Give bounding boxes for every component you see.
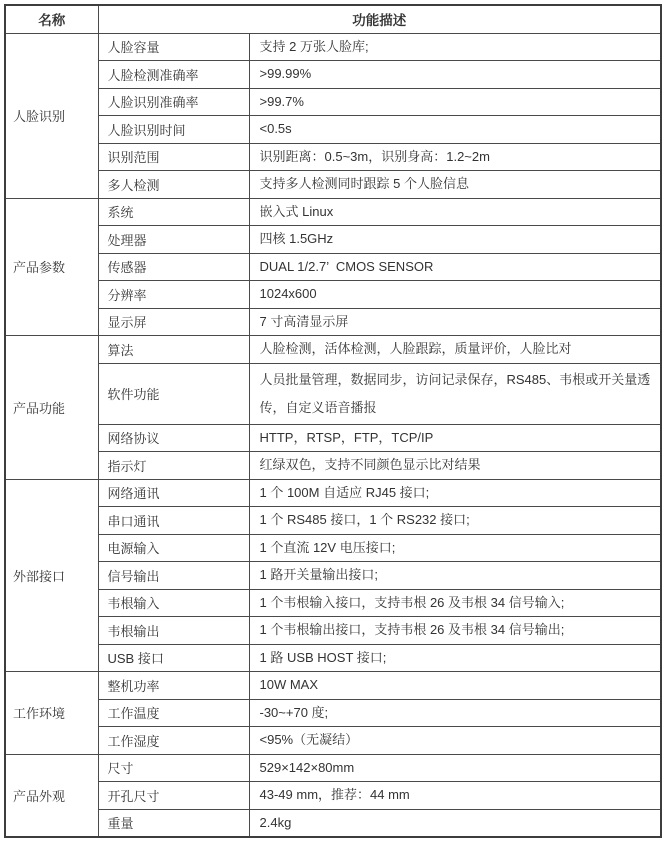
- feature-value-cell: 1 路开关量输出接口;: [249, 562, 661, 590]
- feature-label-cell: 韦根输出: [98, 617, 249, 645]
- spec-row: [5, 424, 661, 452]
- header-cell-name: 名称: [5, 5, 98, 33]
- feature-label-cell: 工作湿度: [98, 727, 249, 755]
- feature-value-cell: 1 个韦根输出接口，支持韦根 26 及韦根 34 信号输出;: [249, 617, 661, 645]
- feature-value-cell: 1 个 100M 自适应 RJ45 接口;: [249, 479, 661, 507]
- spec-row: [5, 33, 661, 61]
- spec-row: [5, 88, 661, 116]
- feature-value-cell: 支持 2 万张人脸库;: [249, 33, 661, 61]
- spec-row: [5, 562, 661, 590]
- feature-value-cell: -30~+70 度;: [249, 699, 661, 727]
- category-cell: 工作环境: [5, 672, 98, 755]
- feature-label-cell: 显示屏: [98, 308, 249, 336]
- header-cell-description: 功能描述: [98, 5, 661, 33]
- feature-label-cell: 开孔尺寸: [98, 782, 249, 810]
- category-cell: 人脸识别: [5, 33, 98, 198]
- spec-row: [5, 198, 661, 226]
- feature-label-cell: 工作温度: [98, 699, 249, 727]
- feature-value-cell: HTTP，RTSP，FTP，TCP/IP: [249, 424, 661, 452]
- feature-value-cell: 四核 1.5GHz: [249, 226, 661, 254]
- spec-row: [5, 727, 661, 755]
- spec-row: [5, 479, 661, 507]
- feature-value-cell: <95%（无凝结）: [249, 727, 661, 755]
- feature-value-cell: 红绿双色，支持不同颜色显示比对结果: [249, 452, 661, 480]
- feature-label-cell: 系统: [98, 198, 249, 226]
- feature-value-cell: 识别距离：0.5~3m，识别身高：1.2~2m: [249, 143, 661, 171]
- spec-row: [5, 617, 661, 645]
- spec-row: [5, 782, 661, 810]
- header-row: [5, 5, 661, 33]
- feature-label-cell: 处理器: [98, 226, 249, 254]
- feature-label-cell: 人脸识别时间: [98, 116, 249, 144]
- feature-value-cell: 1 路 USB HOST 接口;: [249, 644, 661, 672]
- category-cell: 产品参数: [5, 198, 98, 336]
- spec-row: [5, 336, 661, 364]
- feature-label-cell: 整机功率: [98, 672, 249, 700]
- feature-label-cell: 分辨率: [98, 281, 249, 309]
- feature-label-cell: 韦根输入: [98, 589, 249, 617]
- feature-label-cell: 串口通讯: [98, 507, 249, 535]
- feature-value-cell: 1024x600: [249, 281, 661, 309]
- feature-label-cell: 人脸检测准确率: [98, 61, 249, 89]
- spec-table-header: [5, 5, 661, 33]
- category-cell: 产品功能: [5, 336, 98, 480]
- feature-value-cell: <0.5s: [249, 116, 661, 144]
- feature-label-cell: 多人检测: [98, 171, 249, 199]
- feature-label-cell: 尺寸: [98, 754, 249, 782]
- feature-value-cell: 10W MAX: [249, 672, 661, 700]
- feature-label-cell: 网络通讯: [98, 479, 249, 507]
- spec-row: [5, 644, 661, 672]
- spec-row: [5, 308, 661, 336]
- feature-value-cell: 2.4kg: [249, 809, 661, 837]
- feature-value-cell: 529×142×80mm: [249, 754, 661, 782]
- feature-value-cell: 嵌入式 Linux: [249, 198, 661, 226]
- feature-value-cell: >99.99%: [249, 61, 661, 89]
- category-cell: 外部接口: [5, 479, 98, 672]
- spec-row: [5, 116, 661, 144]
- category-cell: 产品外观: [5, 754, 98, 837]
- feature-value-cell: DUAL 1/2.7’ CMOS SENSOR: [249, 253, 661, 281]
- feature-value-cell: 支持多人检测同时跟踪 5 个人脸信息: [249, 171, 661, 199]
- feature-value-cell: >99.7%: [249, 88, 661, 116]
- spec-row: [5, 253, 661, 281]
- feature-label-cell: 软件功能: [98, 363, 249, 424]
- spec-row: [5, 363, 661, 424]
- spec-row: [5, 534, 661, 562]
- feature-value-cell: 1 个 RS485 接口，1 个 RS232 接口;: [249, 507, 661, 535]
- feature-label-cell: 算法: [98, 336, 249, 364]
- feature-label-cell: 电源输入: [98, 534, 249, 562]
- feature-value-cell: 人员批量管理，数据同步，访问记录保存，RS485、韦根或开关量透传，自定义语音播报: [249, 363, 661, 424]
- spec-row: [5, 281, 661, 309]
- feature-value-cell: 人脸检测，活体检测，人脸跟踪，质量评价，人脸比对: [249, 336, 661, 364]
- spec-row: [5, 452, 661, 480]
- spec-row: [5, 589, 661, 617]
- spec-row: [5, 171, 661, 199]
- feature-value-cell: 1 个韦根输入接口，支持韦根 26 及韦根 34 信号输入;: [249, 589, 661, 617]
- feature-label-cell: 人脸容量: [98, 33, 249, 61]
- feature-value-cell: 1 个直流 12V 电压接口;: [249, 534, 661, 562]
- feature-value-cell: 7 寸高清显示屏: [249, 308, 661, 336]
- spec-row: [5, 809, 661, 837]
- spec-row: [5, 754, 661, 782]
- feature-value-cell: 43-49 mm，推荐：44 mm: [249, 782, 661, 810]
- feature-label-cell: 指示灯: [98, 452, 249, 480]
- spec-table-body: [5, 33, 661, 837]
- feature-label-cell: 网络协议: [98, 424, 249, 452]
- spec-row: [5, 143, 661, 171]
- spec-table: [4, 4, 662, 838]
- feature-label-cell: 重量: [98, 809, 249, 837]
- feature-label-cell: 信号输出: [98, 562, 249, 590]
- feature-label-cell: 传感器: [98, 253, 249, 281]
- feature-label-cell: 识别范围: [98, 143, 249, 171]
- feature-label-cell: 人脸识别准确率: [98, 88, 249, 116]
- spec-row: [5, 507, 661, 535]
- spec-row: [5, 61, 661, 89]
- spec-row: [5, 672, 661, 700]
- spec-row: [5, 699, 661, 727]
- spec-row: [5, 226, 661, 254]
- feature-label-cell: USB 接口: [98, 644, 249, 672]
